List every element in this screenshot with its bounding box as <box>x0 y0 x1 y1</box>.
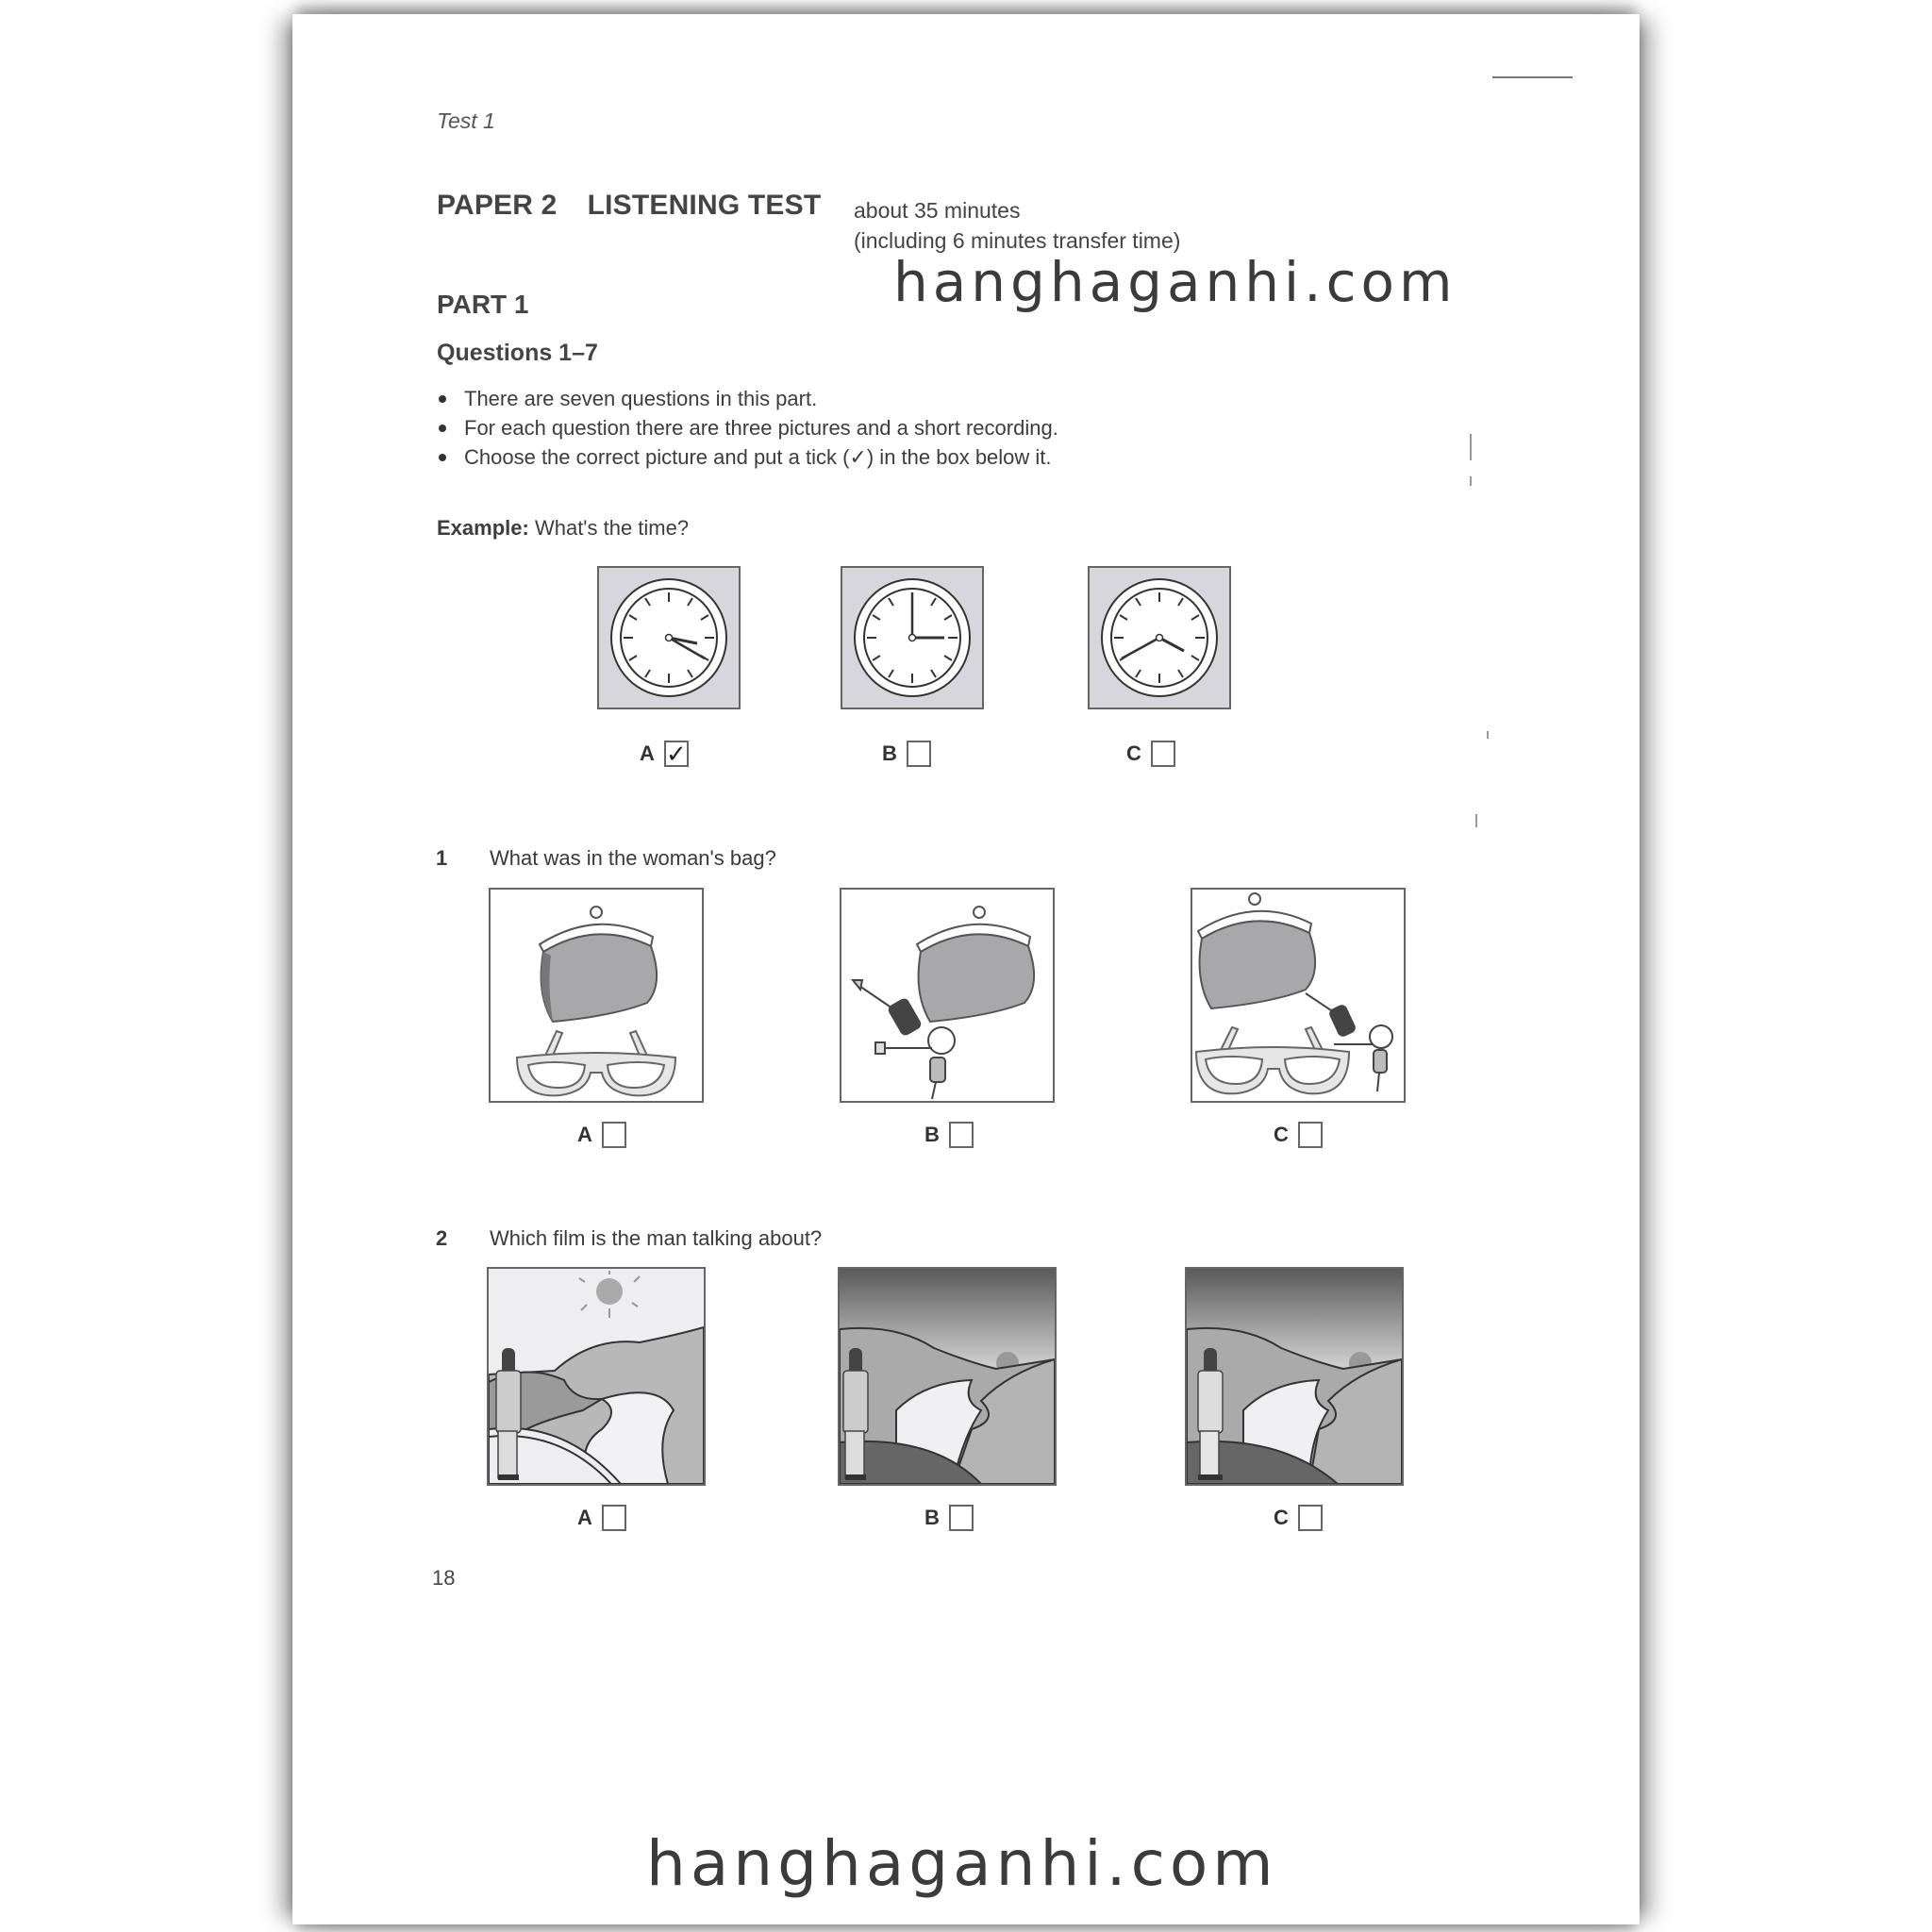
sun-icon <box>579 1271 640 1318</box>
answer-checkbox[interactable] <box>907 741 931 767</box>
duration-line-1: about 35 minutes <box>854 198 1021 223</box>
option-letter: A <box>577 1506 592 1529</box>
instruction-item: For each question there are three pictures and a short recording. <box>437 413 1058 442</box>
picture-q1-c-purse-keys-glasses <box>1191 888 1406 1103</box>
option-letter: B <box>882 741 897 765</box>
duration-line-2: (including 6 minutes transfer time) <box>854 228 1181 253</box>
page-number: 18 <box>432 1566 456 1590</box>
clock-icon <box>1090 568 1229 708</box>
q1-option-a[interactable] <box>577 1122 626 1148</box>
margin-mark <box>1470 476 1472 486</box>
glasses-icon <box>517 1031 675 1095</box>
watermark-bottom: hanghaganhi.com <box>646 1827 1278 1900</box>
margin-mark <box>1470 434 1472 460</box>
q2-option-a[interactable] <box>577 1505 626 1531</box>
purse-icon <box>540 907 657 1022</box>
q1-option-c[interactable] <box>1274 1122 1323 1148</box>
question-number: 2 <box>436 1226 448 1250</box>
purse-icon <box>1198 893 1315 1008</box>
question-text: Which film is the man talking about? <box>490 1226 823 1250</box>
question-2 <box>436 1226 823 1251</box>
q2-option-c[interactable] <box>1274 1505 1323 1531</box>
question-1 <box>436 846 776 871</box>
picture-q2-c-sunset-valley-alt <box>1185 1267 1404 1486</box>
option-letter: B <box>924 1506 940 1529</box>
answer-checkbox[interactable] <box>602 1505 626 1531</box>
option-letter: A <box>640 741 655 765</box>
margin-mark <box>1475 814 1477 827</box>
question-text: What was in the woman's bag? <box>490 846 776 870</box>
instruction-item: Choose the correct picture and put a tick (✓) in the box below it. <box>437 442 1058 472</box>
purse-icon <box>917 907 1034 1022</box>
answer-checkbox[interactable] <box>1151 741 1175 767</box>
margin-mark <box>1487 731 1489 739</box>
example-text: What's the time? <box>534 516 690 540</box>
picture-q1-a-purse-glasses <box>489 888 704 1103</box>
duration-note <box>854 195 1180 256</box>
example-option-c[interactable] <box>1126 741 1175 767</box>
question-number: 1 <box>436 846 448 870</box>
paper-title <box>437 190 821 222</box>
option-letter: C <box>1126 741 1141 765</box>
example-option-a[interactable] <box>640 741 689 767</box>
example-option-b[interactable] <box>882 741 931 767</box>
clock-icon <box>842 568 982 708</box>
part-title: PART 1 <box>437 290 529 319</box>
answer-checkbox[interactable] <box>949 1505 974 1531</box>
document-page <box>292 14 1640 1924</box>
questions-range: Questions 1–7 <box>437 340 598 366</box>
picture-q2-b-sunset-valley <box>838 1267 1057 1486</box>
paper-name: LISTENING TEST <box>587 190 822 221</box>
answer-checkbox[interactable] <box>949 1122 974 1148</box>
picture-example-b-clock <box>841 566 984 709</box>
clock-icon <box>599 568 739 708</box>
glasses-icon <box>1196 1027 1349 1093</box>
watermark-top: hanghaganhi.com <box>893 250 1457 314</box>
answer-checkbox[interactable] <box>1298 1122 1323 1148</box>
answer-checkbox[interactable]: ✓ <box>664 741 689 767</box>
q1-option-b[interactable] <box>924 1122 974 1148</box>
option-letter: C <box>1274 1506 1289 1529</box>
answer-checkbox[interactable] <box>1298 1505 1323 1531</box>
picture-example-c-clock <box>1088 566 1231 709</box>
option-letter: C <box>1274 1123 1289 1146</box>
option-letter: B <box>924 1123 940 1146</box>
paper-label: PAPER 2 <box>437 190 558 221</box>
instruction-item: There are seven questions in this part. <box>437 384 1058 413</box>
example-question <box>437 516 689 541</box>
man-figure <box>496 1348 521 1480</box>
instructions-list <box>437 384 1058 472</box>
picture-example-a-clock <box>597 566 741 709</box>
option-letter: A <box>577 1123 592 1146</box>
q2-option-b[interactable] <box>924 1505 974 1531</box>
margin-rule <box>1492 76 1573 78</box>
example-label: Example: <box>437 516 529 540</box>
picture-q2-a-sunny-valley <box>487 1267 706 1486</box>
running-header: Test 1 <box>437 108 495 133</box>
picture-q1-b-purse-keys <box>840 888 1055 1103</box>
answer-checkbox[interactable] <box>602 1122 626 1148</box>
